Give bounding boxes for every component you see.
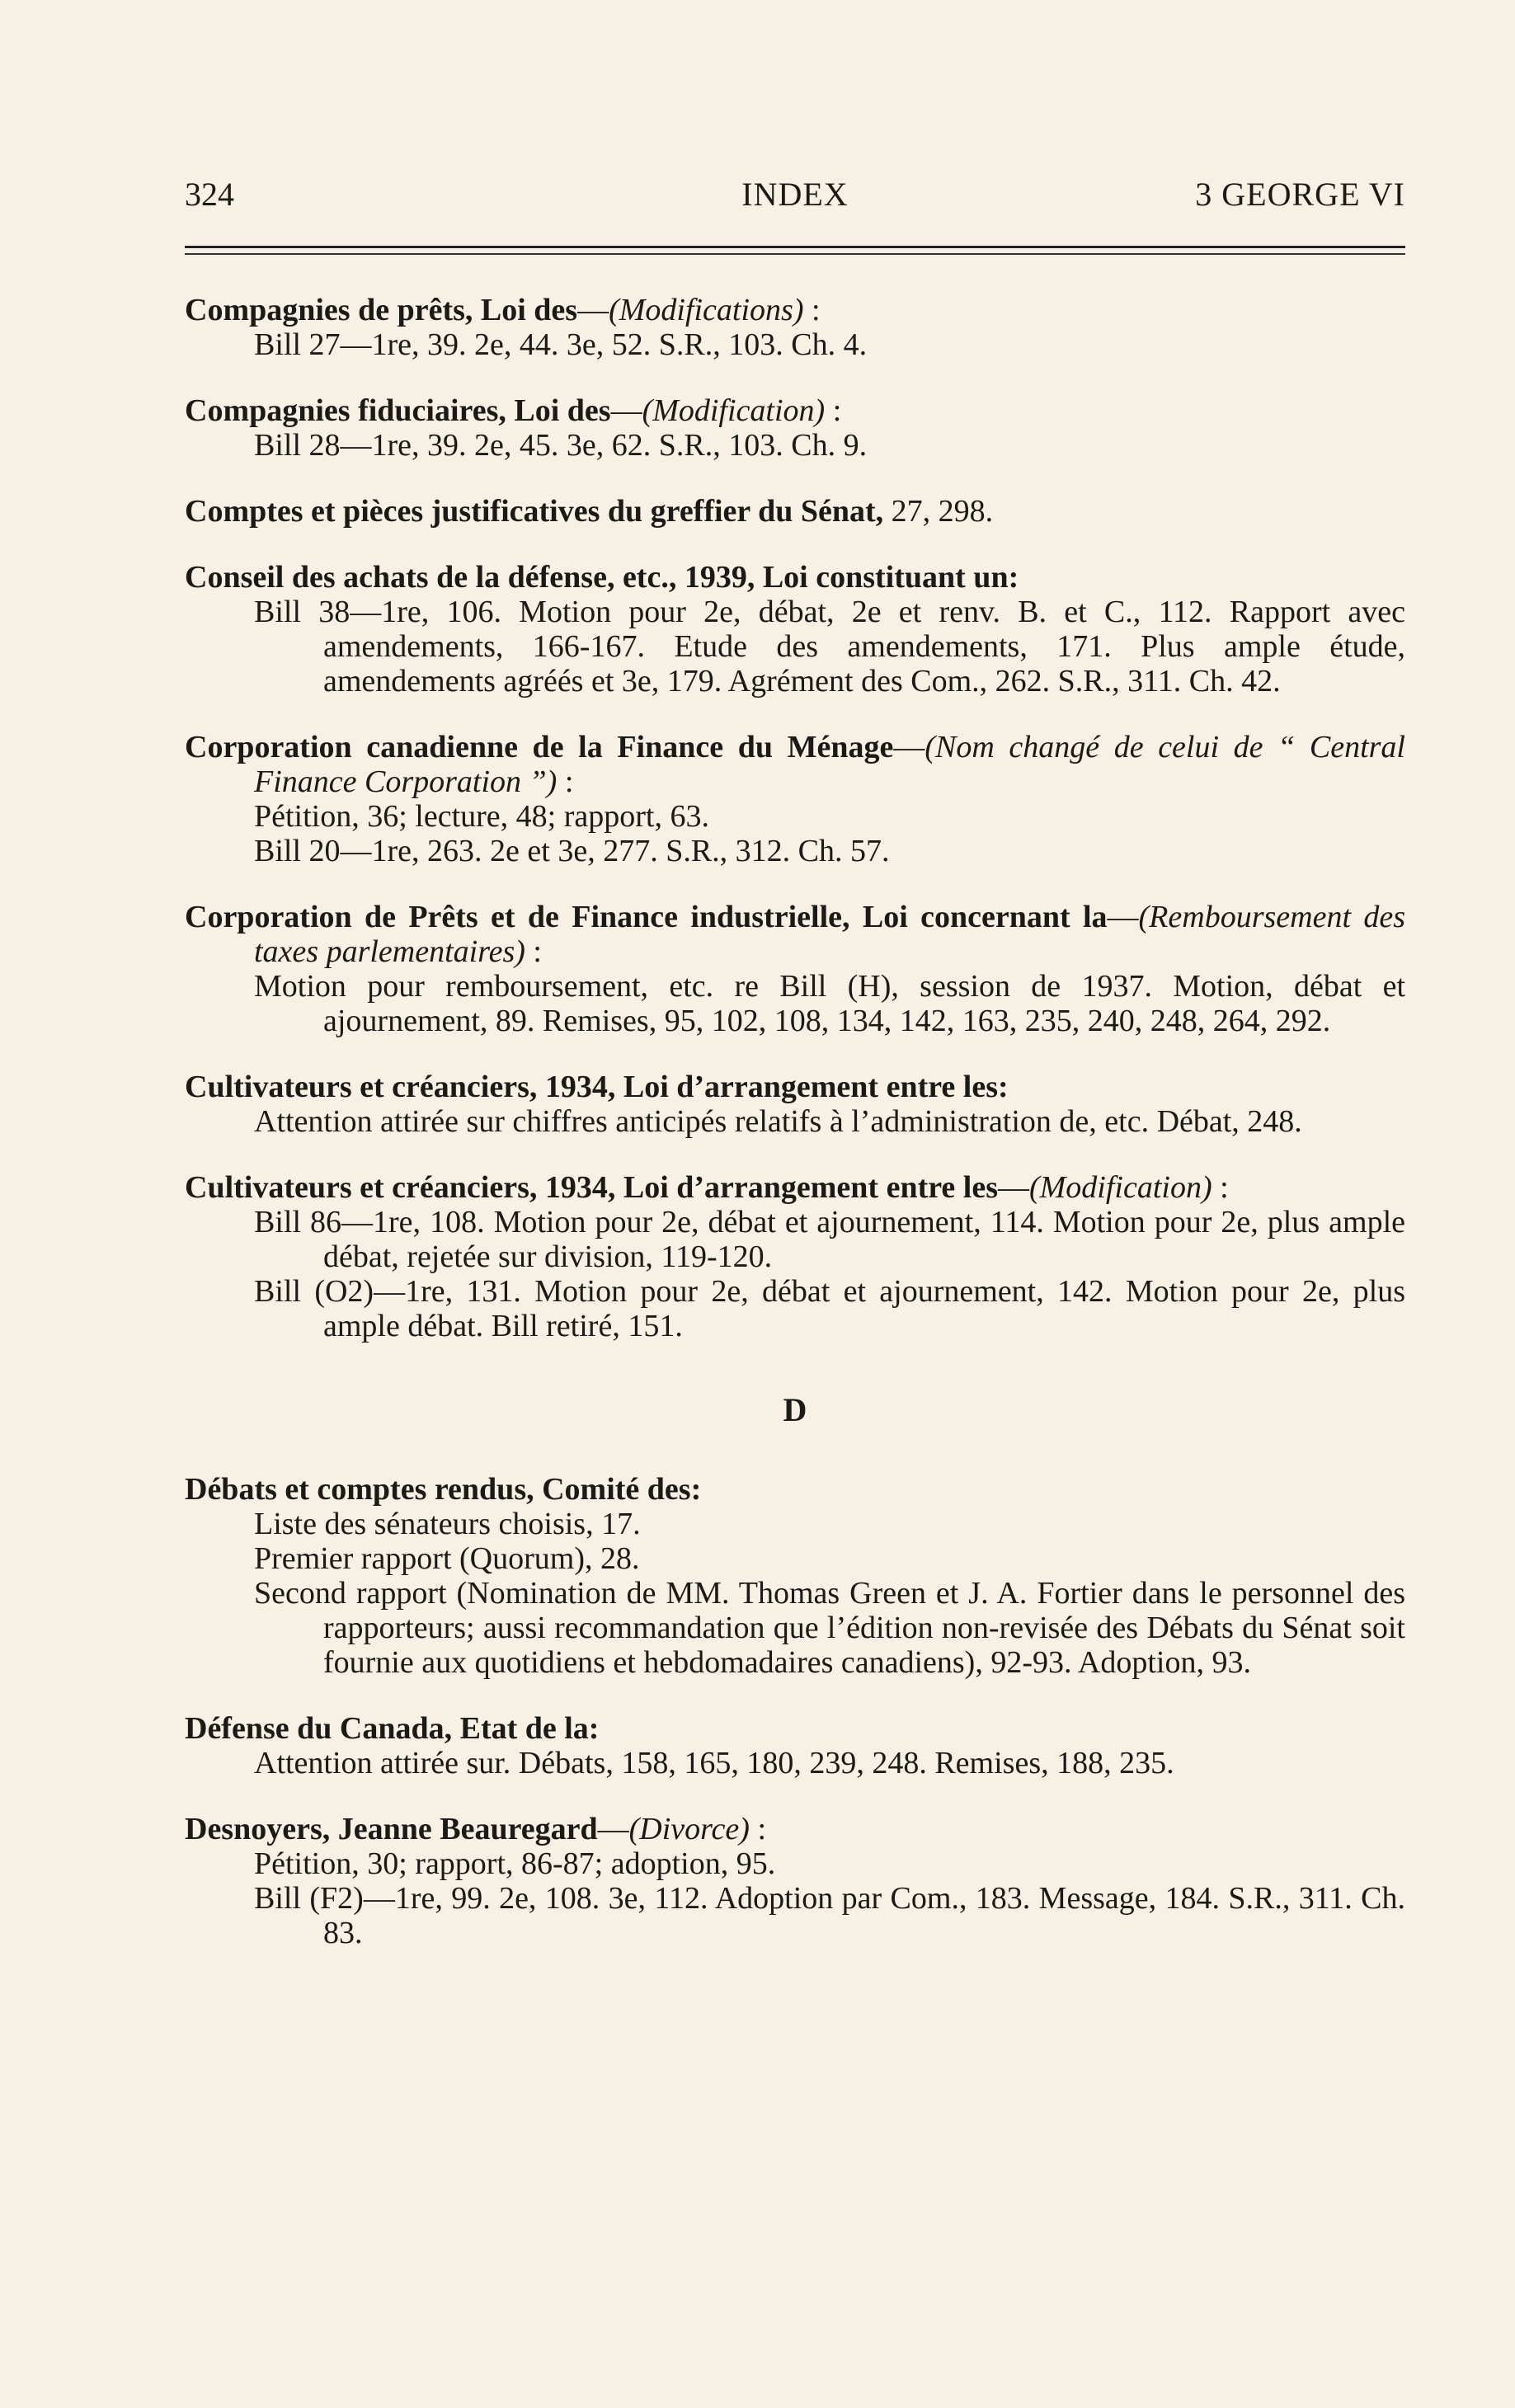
entry-subline: Bill (O2)—1re, 131. Motion pour 2e, débat et ajournement, 142. Motion pour 2e, plus ample débat. Bill retiré, 151. <box>254 1274 1405 1343</box>
entry-subline: Bill 38—1re, 106. Motion pour 2e, débat, 2e et renv. B. et C., 112. Rapport avec amendements, 166-167. Etude des amendements, 171. Plus ample étude, amendements agréés et 3e, 179. Agrément des Com., 262. S.R., 311. Ch. 42. <box>254 595 1405 698</box>
entry-dash: — <box>577 293 609 327</box>
entry-title: Comptes et pièces justificatives du greffier du Sénat, <box>185 494 884 529</box>
entry-subline: Pétition, 36; lecture, 48; rapport, 63. <box>254 799 709 834</box>
entry-qualifier: (Modification) <box>642 393 826 428</box>
entry-qualifier: (Modification) <box>1029 1170 1212 1205</box>
entry-heading <box>185 1812 1405 1846</box>
entry-heading <box>185 1070 1405 1104</box>
index-entry <box>185 494 1405 529</box>
entry-heading <box>185 1472 1405 1507</box>
entry-title: Cultivateurs et créanciers, 1934, Loi d’arrangement entre les <box>185 1170 998 1205</box>
entries-group-c <box>185 293 1405 1343</box>
index-entry <box>185 900 1405 1038</box>
entry-subline: Bill 86—1re, 108. Motion pour 2e, débat et ajournement, 114. Motion pour 2e, plus ample débat, rejetée sur division, 119-120. <box>254 1205 1405 1274</box>
entry-tail: 27, 298. <box>883 494 994 529</box>
entry-subline: Attention attirée sur. Débats, 158, 165, 180, 239, 248. Remises, 188, 235. <box>254 1746 1174 1780</box>
index-entry <box>185 393 1405 463</box>
entry-heading <box>185 494 1405 529</box>
index-entry <box>185 1070 1405 1139</box>
entry-tail: : <box>557 764 574 799</box>
index-entry <box>185 293 1405 362</box>
index-page <box>185 175 1405 1982</box>
index-entry <box>185 1711 1405 1780</box>
entry-dash: — <box>597 1812 629 1846</box>
entry-subline: Pétition, 30; rapport, 86-87; adoption, 95. <box>254 1846 776 1881</box>
reign-label: 3 GEORGE VI <box>1195 176 1405 213</box>
entry-heading <box>185 1711 1405 1746</box>
entry-title: Corporation de Prêts et de Finance industrielle, Loi concernant la <box>185 900 1108 934</box>
entries-group-d <box>185 1472 1405 1950</box>
page-number: 324 <box>185 176 234 213</box>
entry-title: Débats et comptes rendus, Comité des: <box>185 1472 702 1507</box>
entry-tail: : <box>525 934 542 969</box>
index-entry <box>185 560 1405 698</box>
entry-heading <box>185 560 1405 595</box>
entry-title: Corporation canadienne de la Finance du Ménage <box>185 730 894 764</box>
entry-subline: Liste des sénateurs choisis, 17. <box>254 1507 641 1541</box>
entry-dash: — <box>610 393 642 428</box>
entry-dash: — <box>893 730 925 764</box>
entry-subline: Bill (F2)—1re, 99. 2e, 108. 3e, 112. Adoption par Com., 183. Message, 184. S.R., 311. Ch. 83. <box>254 1881 1405 1950</box>
entry-subline: Motion pour remboursement, etc. re Bill (H), session de 1937. Motion, débat et ajournement, 89. Remises, 95, 102, 108, 134, 142, 163, 235, 240, 248, 264, 292. <box>254 969 1405 1038</box>
entry-title: Compagnies fiduciaires, Loi des <box>185 393 611 428</box>
index-entry <box>185 730 1405 868</box>
index-entry <box>185 1170 1405 1343</box>
entry-qualifier: (Remboursement des taxes parlementaires) <box>254 900 1405 969</box>
entry-heading <box>185 1170 1405 1205</box>
entry-tail: : <box>803 293 821 327</box>
entry-dash: — <box>1107 900 1139 934</box>
index-content <box>185 293 1405 1950</box>
entry-title: Défense du Canada, Etat de la: <box>185 1711 600 1746</box>
entry-heading <box>185 293 1405 327</box>
entry-tail: : <box>749 1812 767 1846</box>
header-rule-secondary <box>185 253 1405 255</box>
entry-dash: — <box>998 1170 1029 1205</box>
entry-qualifier: (Divorce) <box>628 1812 750 1846</box>
index-entry <box>185 1472 1405 1680</box>
entry-subline: Premier rapport (Quorum), 28. <box>254 1541 640 1576</box>
entry-qualifier: (Modifications) <box>609 293 804 327</box>
entry-title: Cultivateurs et créanciers, 1934, Loi d’arrangement entre les: <box>185 1070 1009 1104</box>
entry-heading <box>185 900 1405 969</box>
entry-subline: Bill 20—1re, 263. 2e et 3e, 277. S.R., 312. Ch. 57. <box>254 834 890 868</box>
header-rule <box>185 246 1405 248</box>
running-title: INDEX <box>741 176 849 213</box>
section-letter: D <box>783 1391 807 1428</box>
index-entry <box>185 1812 1405 1950</box>
entry-title: Desnoyers, Jeanne Beauregard <box>185 1812 598 1846</box>
entry-subline: Attention attirée sur chiffres anticipés relatifs à l’administration de, etc. Débat, 248. <box>254 1104 1302 1139</box>
entry-subline: Bill 27—1re, 39. 2e, 44. 3e, 52. S.R., 103. Ch. 4. <box>254 327 868 362</box>
entry-tail: : <box>1212 1170 1229 1205</box>
entry-subline: Second rapport (Nomination de MM. Thomas Green et J. A. Fortier dans le personnel des rapporteurs; aussi recommandation que l’édition non-revisée des Débats du Sénat soit fournie aux quotidiens et hebdomadaires canadiens), 92-93. Adoption, 93. <box>254 1576 1405 1680</box>
entry-tail: : <box>825 393 842 428</box>
entry-title: Conseil des achats de la défense, etc., 1939, Loi constituant un: <box>185 560 1019 595</box>
entry-qualifier: (Nom changé de celui de “ Central Finance Corporation ”) <box>254 730 1405 799</box>
entry-heading <box>185 393 1405 428</box>
entry-heading <box>185 730 1405 799</box>
running-head <box>185 175 1405 224</box>
entry-subline: Bill 28—1re, 39. 2e, 45. 3e, 62. S.R., 103. Ch. 9. <box>254 428 868 463</box>
entry-title: Compagnies de prêts, Loi des <box>185 293 578 327</box>
